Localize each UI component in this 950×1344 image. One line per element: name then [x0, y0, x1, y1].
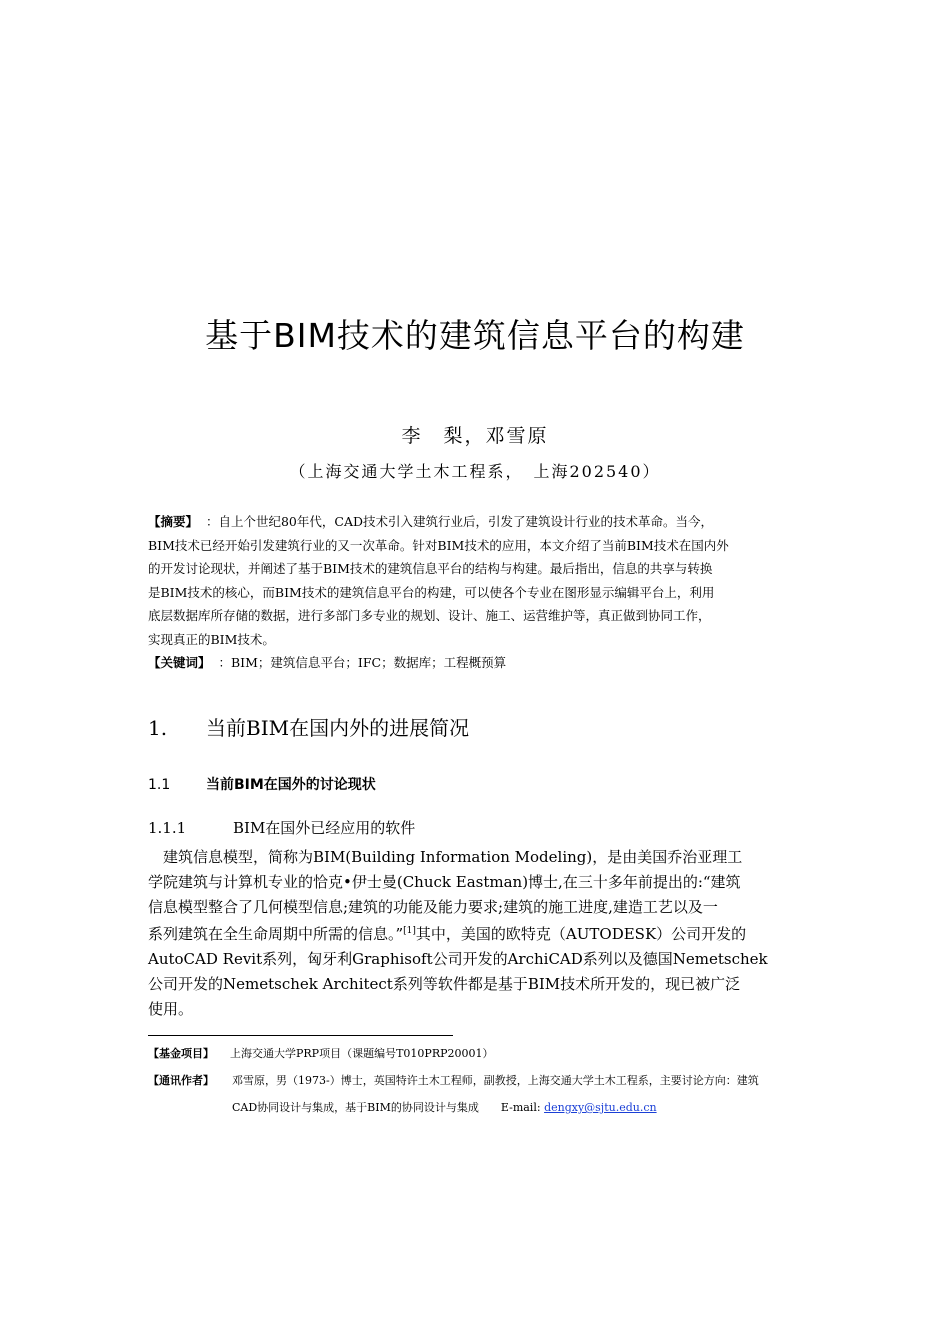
fund-text: 上海交通大学PRP项目（课题编号T010PRP20001）: [230, 1047, 494, 1060]
body-line: 学院建筑与计算机专业的恰克•伊士曼(Chuck Eastman)博士,在三十多年前提出的:“建筑: [148, 872, 741, 891]
section-number: 1.: [148, 716, 168, 740]
body-line: [148, 919, 808, 947]
affiliation: （上海交通大学土木工程系， 上海202540）: [289, 462, 661, 481]
paper-title: 基于BIM技术的建筑信息平台的构建: [205, 316, 745, 355]
footnote-divider: [148, 1035, 453, 1036]
abstract-line: 的开发讨论现状，并阐述了基于BIM技术的建筑信息平台的结构与构建。最后指出，信息的共享与转换: [148, 561, 713, 576]
abstract-line: 是BIM技术的核心，而BIM技术的建筑信息平台的构建，可以使各个专业在图形显示编辑平台上，利用: [148, 584, 715, 600]
citation-marker[interactable]: [1]: [403, 926, 416, 937]
body-line: 使用。: [148, 999, 194, 1018]
section-heading-1-1: [148, 774, 376, 794]
keywords-text: ：BIM；建筑信息平台；IFC；数据库；工程概预算: [218, 655, 507, 670]
abstract-line: [148, 510, 808, 534]
abstract-line: 底层数据库所存储的数据，进行多部门多专业的规划、设计、施工、运营维护等，真正做到协同工作，: [148, 608, 711, 623]
fund-label: 【基金项目】: [148, 1047, 214, 1060]
abstract: [148, 510, 808, 675]
body-text: 其中，美国的欧特克（AUTODESK）公司开发的: [415, 925, 747, 944]
body-paragraph: [148, 845, 808, 1022]
author-text: CAD协同设计与集成，基于BIM的协同设计与集成 E-mail:: [232, 1101, 545, 1114]
author-footnote-cont: [148, 1094, 818, 1121]
body-line: 建筑信息模型，简称为BIM(Building Information Modeling)，是由美国乔治亚理工: [148, 848, 743, 866]
body-line: AutoCAD Revit系列，匈牙利Graphisoft公司开发的ArchiCAD系列以及德国Nemetschek: [148, 950, 768, 969]
keywords-label: 【关键词】: [148, 655, 211, 670]
section-title: 当前BIM在国内外的进展简况: [206, 716, 470, 740]
section-title: 当前BIM在国外的讨论现状: [206, 777, 376, 793]
body-line: 信息模型整合了几何模型信息;建筑的功能及能力要求;建筑的施工进度,建造工艺以及一: [148, 897, 718, 916]
body-text: 系列建筑在全生命周期中所需的信息。”: [148, 925, 404, 944]
author-label: 【通讯作者】: [148, 1074, 214, 1087]
abstract-line: 实现真正的BIM技术。: [148, 631, 275, 647]
body-line: 公司开发的Nemetschek Architect系列等软件都是基于BIM技术所开发的，现已被广泛: [148, 974, 741, 993]
author-text: 邓雪原，男（1973-）博士，英国特许土木工程师，副教授，上海交通大学土木工程系，主要讨论方向：建筑: [232, 1074, 759, 1087]
author-footnote: [148, 1067, 818, 1094]
fund-footnote: [148, 1040, 818, 1067]
footnotes: [148, 1040, 818, 1121]
section-number: 1.1.1: [148, 819, 187, 837]
section-title: BIM在国外已经应用的软件: [233, 819, 416, 837]
email-link[interactable]: dengxy@sjtu.edu.cn: [544, 1101, 657, 1114]
section-heading-1: [148, 712, 469, 741]
section-heading-1-1-1: [148, 817, 415, 838]
keywords: [148, 651, 808, 675]
abstract-text: ：自上个世纪80年代，CAD技术引入建筑行业后，引发了建筑设计行业的技术革命。当今，: [205, 514, 713, 529]
section-number: 1.1: [148, 777, 171, 793]
authors: 李 梨，邓雪原: [401, 425, 549, 447]
abstract-line: BIM技术已经开始引发建筑行业的又一次革命。针对BIM技术的应用，本文介绍了当前BIM技术在国内外: [148, 537, 729, 553]
abstract-label: 【摘要】: [148, 514, 199, 529]
